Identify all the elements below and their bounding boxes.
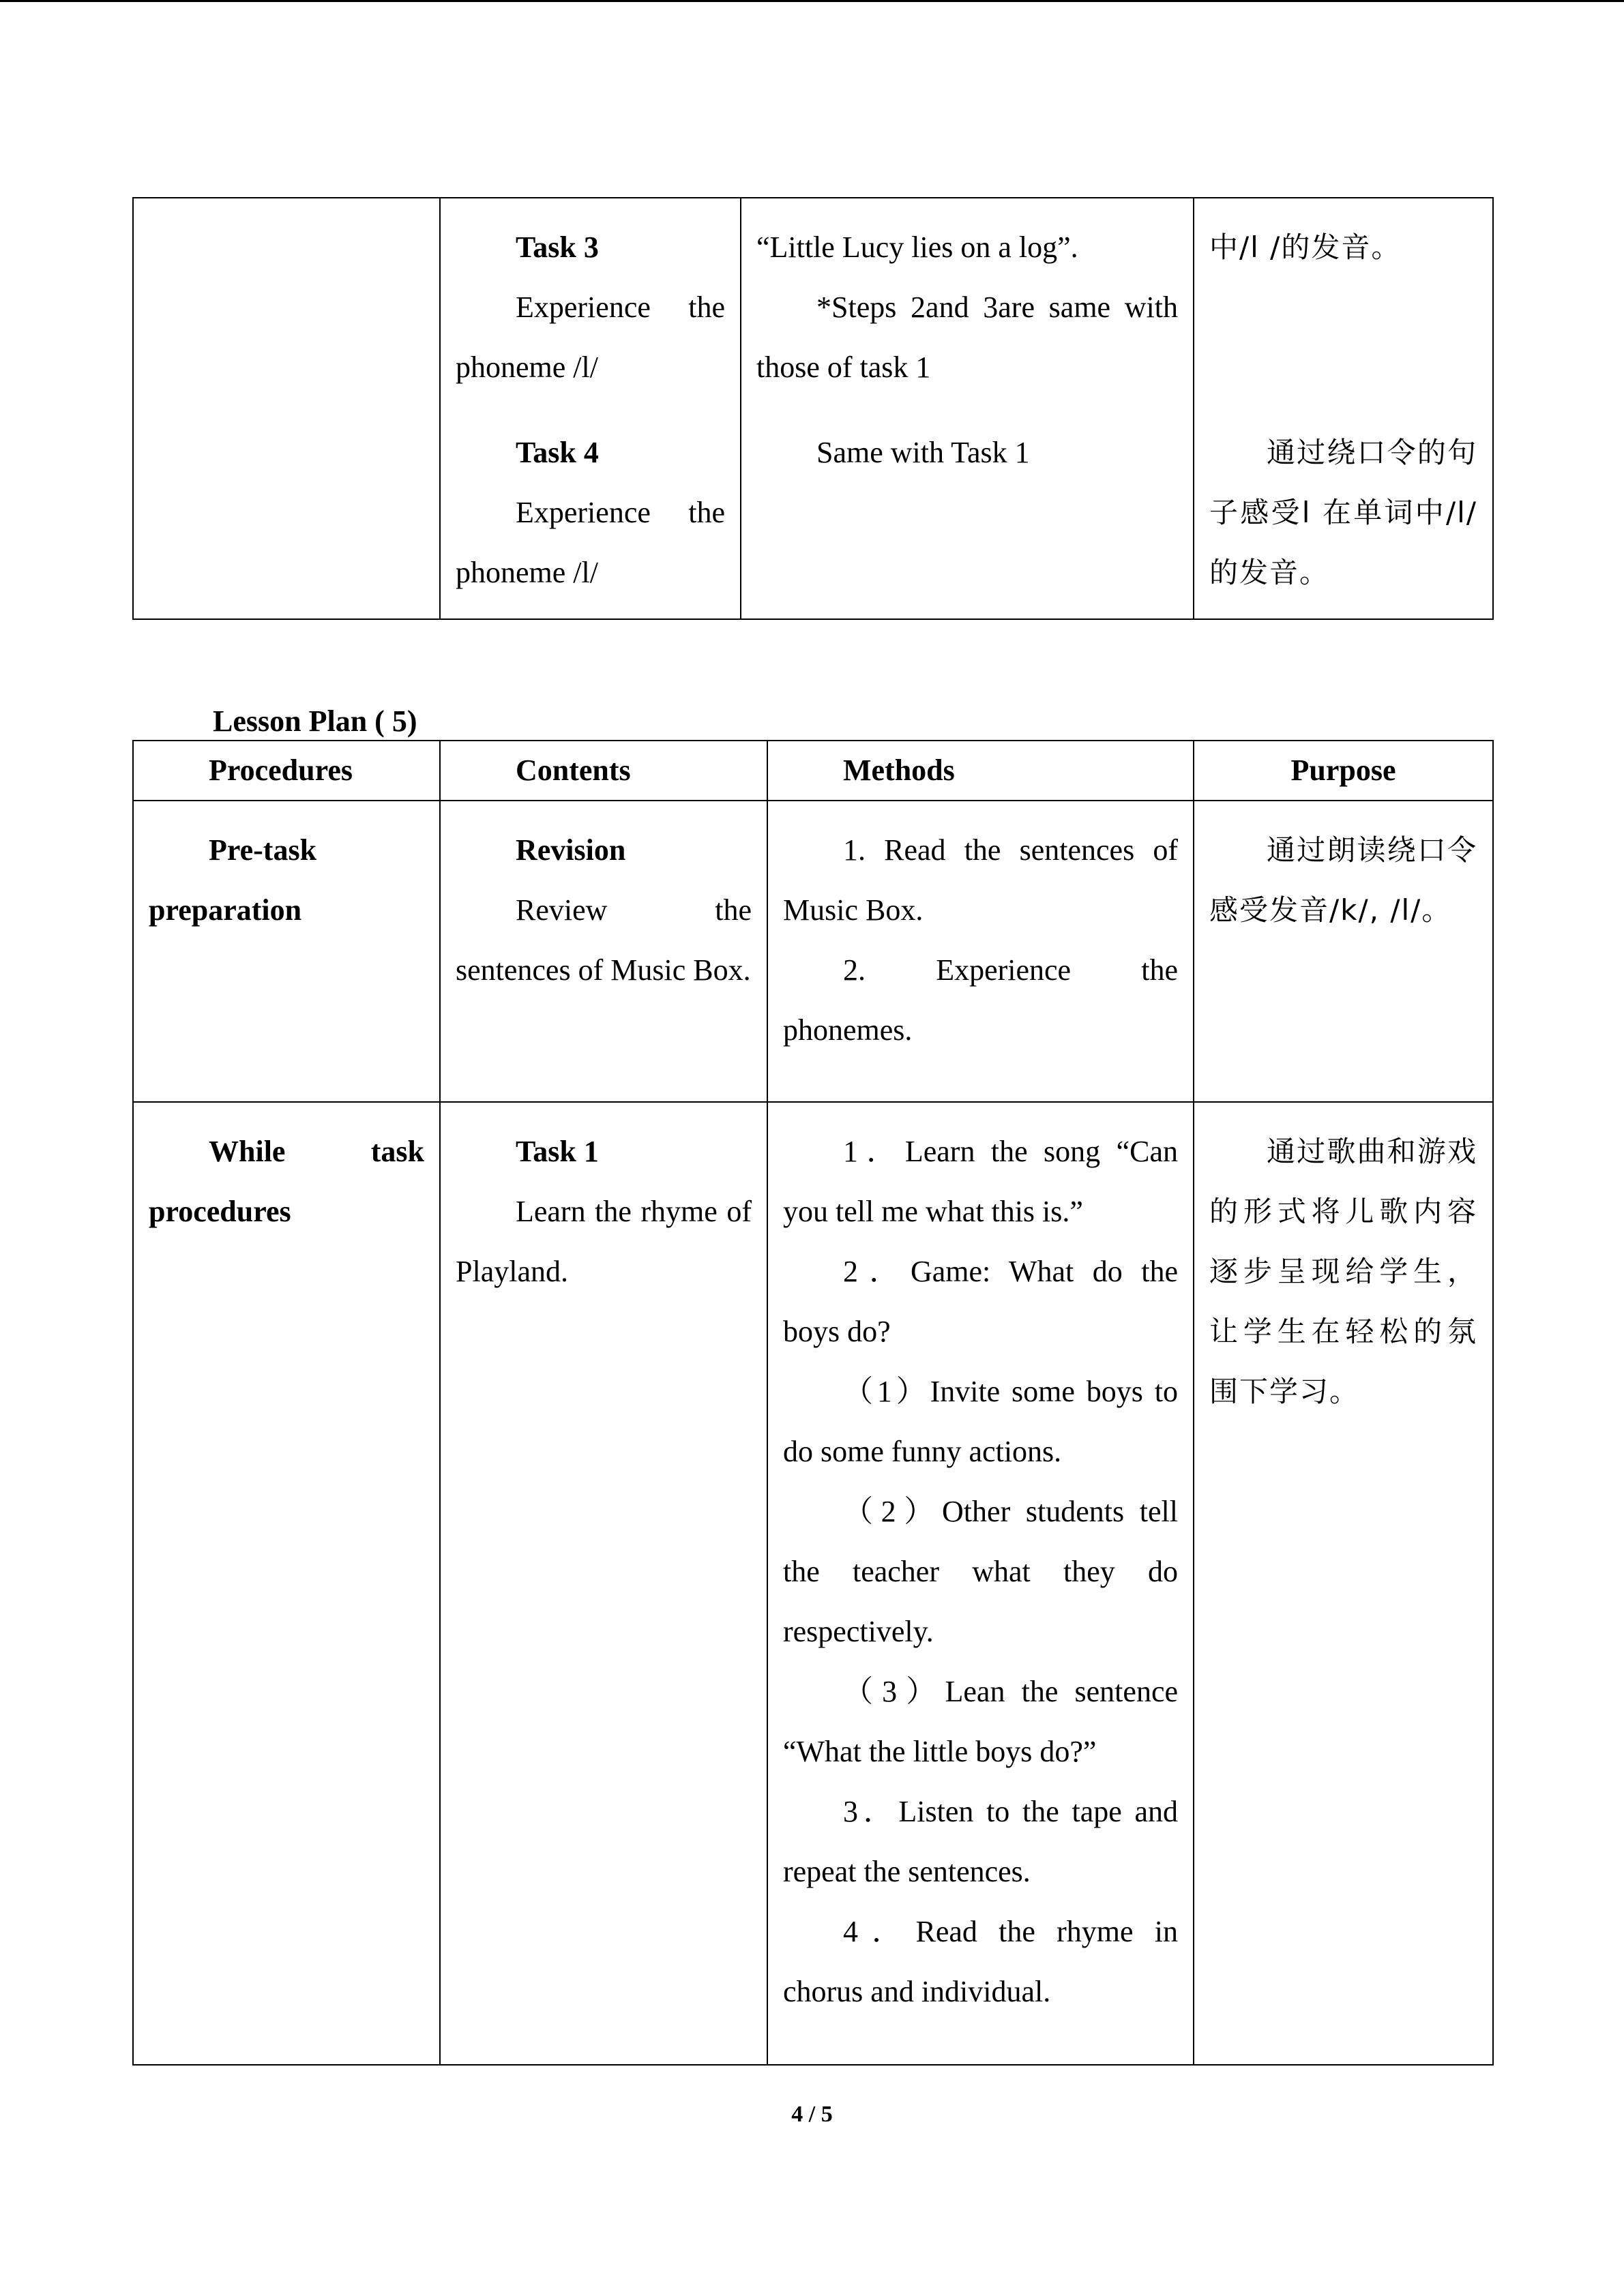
method-step: （1）Invite some boys to do some funny actions. (783, 1375, 1178, 1468)
purpose-cell (1194, 198, 1493, 423)
contents-cell (440, 801, 767, 1102)
method-step: “Little Lucy lies on a log”. (756, 230, 1078, 264)
procedure-cell (133, 423, 440, 619)
purpose-text: 通过朗读绕口令感受发音/k/, /l/。 (1209, 833, 1477, 927)
contents-cell (440, 198, 741, 423)
method-step: Same with Task 1 (816, 436, 1030, 469)
purpose-text: 中/l /的发音。 (1209, 230, 1402, 264)
purpose-cell (1194, 801, 1493, 1102)
methods-cell (741, 198, 1194, 423)
header-methods: Methods (767, 741, 1194, 801)
method-step: *Steps 2and 3are same with those of task 1 (756, 290, 1178, 384)
methods-cell (741, 423, 1194, 619)
table-row (133, 423, 1493, 619)
contents-cell (440, 1102, 767, 2065)
contents-cell (440, 423, 741, 619)
table-row (133, 1102, 1493, 2065)
purpose-text: 通过歌曲和游戏的形式将儿歌内容逐步呈现给学生，让学生在轻松的氛围下学习。 (1209, 1135, 1477, 1408)
method-step: 2. Experience the phonemes. (783, 953, 1178, 1047)
method-step: 2．Game: What do the boys do? (783, 1255, 1178, 1348)
table-row (133, 801, 1493, 1102)
task-label: Task 3 (516, 230, 599, 264)
method-step: 1．Learn the song “Can you tell me what this is.” (783, 1135, 1178, 1228)
task-description: Experience the phoneme /l/ (456, 290, 725, 384)
method-step: 3．Listen to the tape and repeat the sentences. (783, 1795, 1178, 1888)
page-number: 4 / 5 (791, 2102, 833, 2127)
header-purpose: Purpose (1194, 741, 1493, 801)
methods-cell (767, 801, 1194, 1102)
procedure-text: While task procedures (149, 1135, 424, 1228)
procedure-text: Pre-task preparation (149, 833, 317, 927)
task-description: Learn the rhyme of Playland. (456, 1195, 752, 1288)
procedure-cell (133, 198, 440, 423)
purpose-cell (1194, 423, 1493, 619)
procedure-cell (133, 801, 440, 1102)
task-label: Task 4 (516, 436, 599, 469)
method-step: （2）Other students tell the teacher what they do respectively. (783, 1495, 1178, 1648)
continued-table (132, 197, 1494, 620)
method-step: （3）Lean the sentence “What the little boys do?” (783, 1675, 1178, 1768)
procedure-cell (133, 1102, 440, 2065)
method-step: 1. Read the sentences of Music Box. (783, 833, 1178, 927)
method-step: 4．Read the rhyme in chorus and individual. (783, 1915, 1178, 2008)
task-description: Experience the phoneme /l/ (456, 496, 725, 589)
table-header-row (133, 741, 1493, 801)
purpose-cell (1194, 1102, 1493, 2065)
lesson-plan-title: Lesson Plan ( 5) (213, 704, 417, 738)
table-row (133, 198, 1493, 423)
purpose-text: 通过绕口令的句子感受l 在单词中/l/的发音。 (1209, 436, 1477, 589)
lesson-plan-table (132, 740, 1494, 2066)
header-procedures: Procedures (133, 741, 440, 801)
header-contents: Contents (440, 741, 767, 801)
task-description: Review the sentences of Music Box. (456, 893, 752, 987)
task-label: Task 1 (516, 1135, 599, 1168)
methods-cell (767, 1102, 1194, 2065)
page-top-rule (0, 0, 1624, 2)
task-label: Revision (516, 833, 626, 867)
